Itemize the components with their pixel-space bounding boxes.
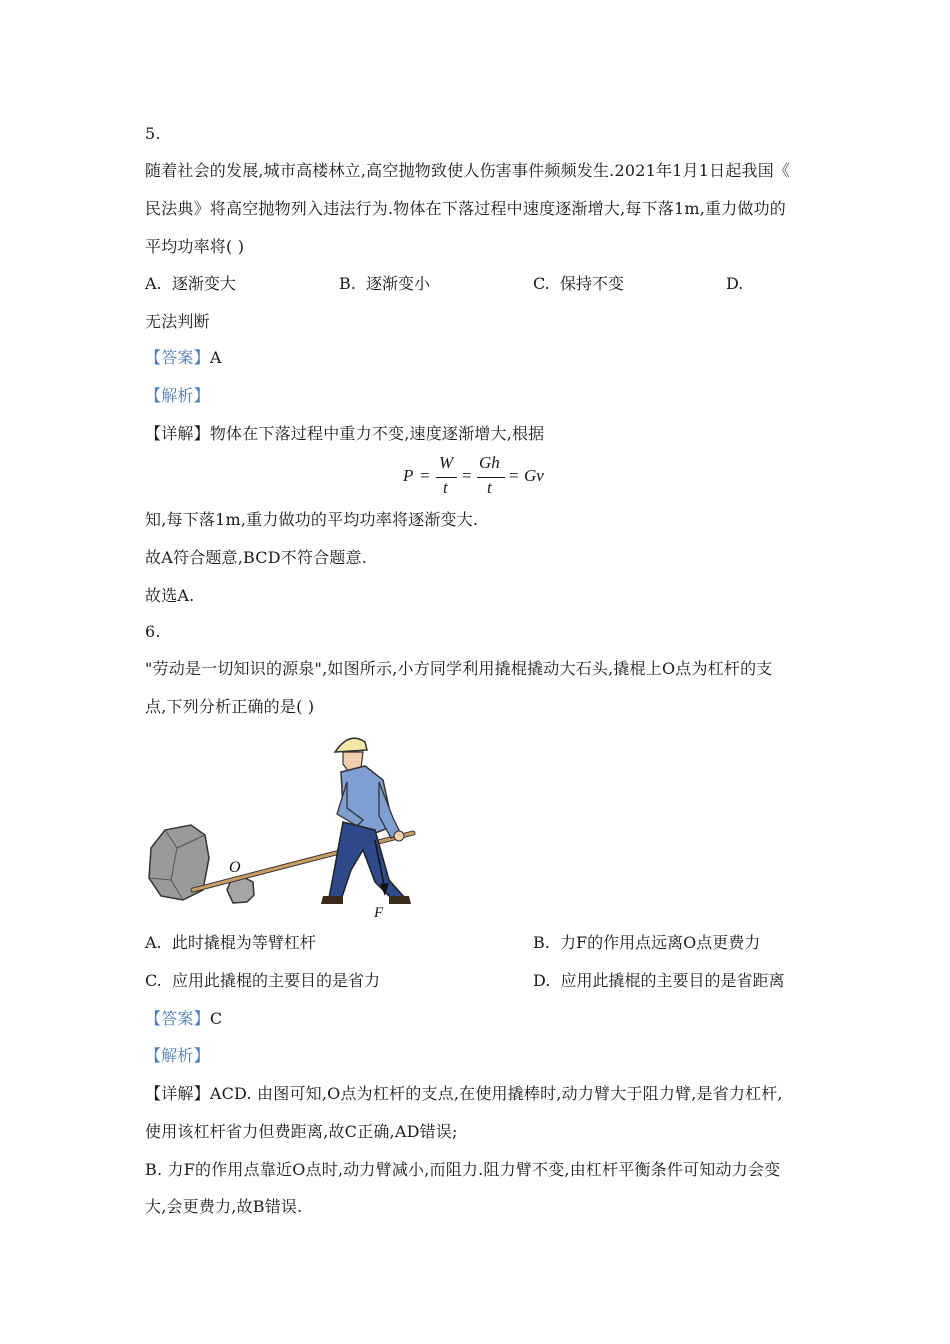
q6-option-d: D. 应用此撬棍的主要目的是省距离	[533, 971, 785, 990]
q5-after-line-1: 知,每下落1m,重力做功的平均功率将逐渐变大.	[145, 510, 479, 529]
force-label: F	[374, 905, 384, 920]
q5-text-line-2: 民法典》将高空抛物列入违法行为.物体在下落过程中速度逐渐增大,每下落1m,重力做功的	[145, 199, 787, 218]
q5-detail-line-1: 【详解】物体在下落过程中重力不变,速度逐渐增大,根据	[145, 424, 545, 443]
q6-number: 6.	[145, 622, 161, 641]
q5-answer: 【答案】A	[145, 348, 222, 367]
q5-after-line-2: 故A符合题意,BCD不符合题意.	[145, 548, 368, 567]
q5-text-line-3: 平均功率将( )	[145, 237, 245, 256]
q6-option-a: A. 此时撬棍为等臂杠杆	[145, 933, 316, 952]
q6-text-line-2: 点,下列分析正确的是( )	[145, 697, 315, 716]
crowbar-illustration	[143, 730, 418, 920]
q6-analysis-tag: 【解析】	[145, 1046, 210, 1065]
q5-option-b: B. 逐渐变小	[339, 274, 431, 293]
q6-detail-line-3: B. 力F的作用点靠近O点时,动力臂减小,而阻力.阻力臂不变,由杠杆平衡条件可知动力会变	[145, 1160, 781, 1179]
q5-option-d-text: 无法判断	[145, 312, 210, 331]
q6-option-b: B. 力F的作用点远离O点更费力	[533, 933, 761, 952]
q6-detail-line-4: 大,会更费力,故B错误.	[145, 1197, 303, 1216]
pivot-label: O	[229, 859, 241, 876]
q6-option-c: C. 应用此撬棍的主要目的是省力	[145, 971, 380, 990]
q5-after-line-3: 故选A.	[145, 586, 195, 605]
q6-detail-line-2: 使用该杠杆省力但费距离,故C正确,AD错误;	[145, 1122, 458, 1141]
q5-analysis-tag: 【解析】	[145, 386, 210, 405]
q6-text-line-1: "劳动是一切知识的源泉",如图所示,小方同学利用撬棍撬动大石头,撬棍上O点为杠杆的支	[145, 659, 773, 678]
q6-detail-line-1: 【详解】ACD. 由图可知,O点为杠杆的支点,在使用撬棒时,动力臂大于阻力臂,是省力杠杆,	[145, 1084, 783, 1103]
q5-option-d-label: D.	[726, 274, 744, 293]
q5-option-a: A. 逐渐变大	[145, 274, 236, 293]
q5-text-line-1: 随着社会的发展,城市高楼林立,高空抛物致使人伤害事件频频发生.2021年1月1日起我国《	[145, 161, 791, 180]
power-formula: P = W t = Gh t = Gv	[403, 453, 544, 497]
q6-answer: 【答案】C	[145, 1009, 223, 1028]
q5-number: 5.	[145, 124, 161, 143]
q5-option-c: C. 保持不变	[533, 274, 624, 293]
